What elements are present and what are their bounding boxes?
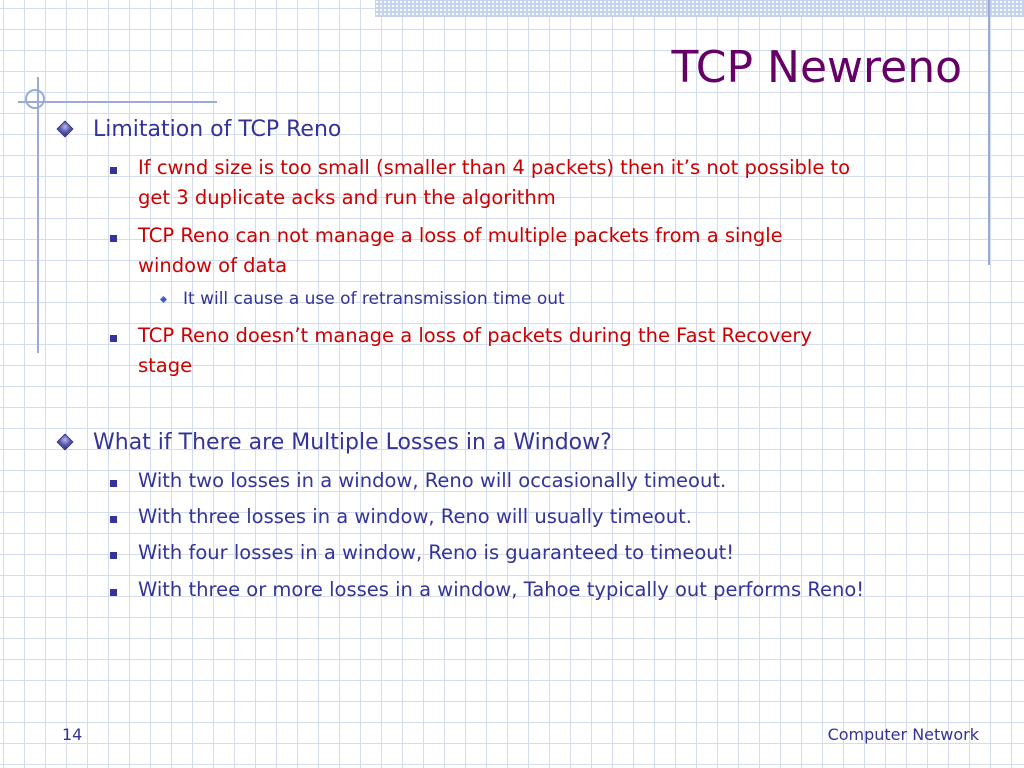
square-bullet-icon <box>110 235 117 242</box>
square-bullet-icon <box>110 480 117 487</box>
bullet-text: With two losses in a window, Reno will occasionally timeout. <box>138 469 727 492</box>
decorative-left-vertical-line <box>37 77 39 353</box>
square-bullet-icon <box>110 516 117 523</box>
bullet-text: window of data <box>138 254 288 277</box>
bullet-text: stage <box>138 354 193 377</box>
bullet-text: TCP Reno can not manage a loss of multiple packets from a single <box>138 224 783 247</box>
bullet-text: With three or more losses in a window, Tahoe typically out performs Reno! <box>138 578 865 601</box>
section-heading-multiple-losses: What if There are Multiple Losses in a Window? <box>93 430 612 455</box>
bullet-text: If cwnd size is too small (smaller than 4 packets) then it’s not possible to <box>138 156 851 179</box>
bullet-text: With three losses in a window, Reno will usually timeout. <box>138 505 692 528</box>
section-heading-limitation: Limitation of TCP Reno <box>93 117 342 142</box>
sub-bullet-text: It will cause a use of retransmission time out <box>183 289 565 309</box>
page-number: 14 <box>62 725 83 744</box>
small-diamond-bullet-icon <box>160 296 167 303</box>
square-bullet-icon <box>110 589 117 596</box>
decorative-crosshair-circle <box>25 89 45 109</box>
bullet-text: get 3 duplicate acks and run the algorithm <box>138 186 556 209</box>
square-bullet-icon <box>110 552 117 559</box>
diamond-bullet-icon <box>57 121 74 138</box>
square-bullet-icon <box>110 167 117 174</box>
square-bullet-icon <box>110 335 117 342</box>
footer-course-name: Computer Network <box>827 725 979 744</box>
bullet-text: TCP Reno doesn’t manage a loss of packets during the Fast Recovery <box>138 324 812 347</box>
slide-title: TCP Newreno <box>671 42 962 93</box>
diamond-bullet-icon <box>57 434 74 451</box>
bullet-text: With four losses in a window, Reno is guaranteed to timeout! <box>138 541 735 564</box>
decorative-right-line <box>988 0 990 265</box>
decorative-top-band <box>375 0 1024 17</box>
decorative-left-horizontal-line <box>18 101 217 103</box>
